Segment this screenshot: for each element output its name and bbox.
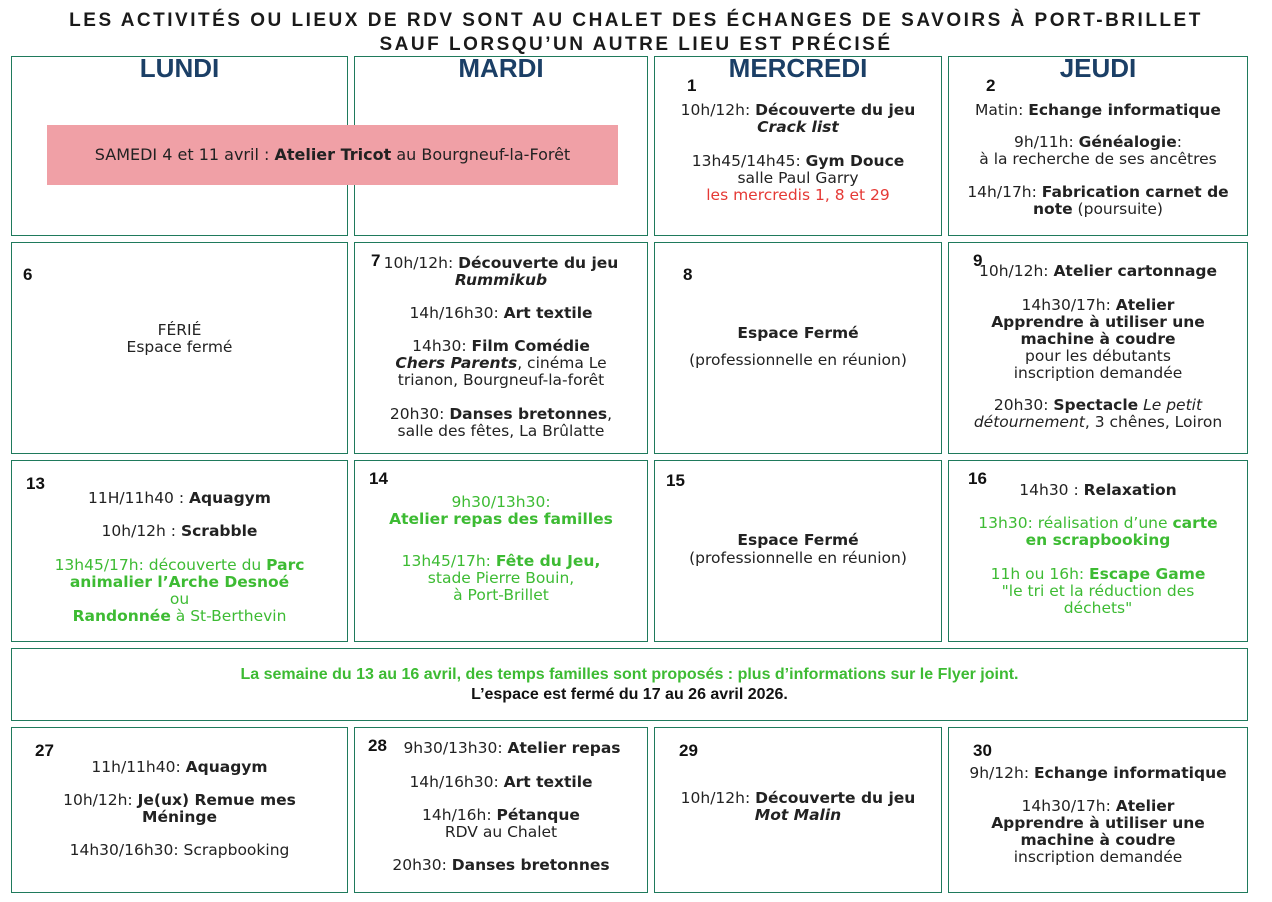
espace-ferme-sub: (professionnelle en réunion) xyxy=(689,549,907,567)
note-closed: L’espace est fermé du 17 au 26 avril 2026. xyxy=(471,686,788,703)
activity-informatique: 9h/12h: Echange informatique xyxy=(969,764,1227,782)
info-note xyxy=(11,648,1248,721)
day-header-monday: LUNDI xyxy=(139,53,220,83)
activity-scrabble: 10h/12h : Scrabble xyxy=(101,522,258,540)
espace-ferme-sub: (professionnelle en réunion) xyxy=(689,351,907,369)
activity-cartonnage: 10h/12h: Atelier cartonnage xyxy=(978,262,1218,280)
cell-w3-wednesday xyxy=(654,460,942,642)
date-number: 13 xyxy=(26,474,45,493)
date-number: 16 xyxy=(968,469,987,488)
activity-petanque: 14h/16h: Pétanque RDV au Chalet xyxy=(422,806,580,841)
cell-w4-monday xyxy=(11,727,348,893)
date-number: 2 xyxy=(986,76,996,95)
activity-film: 14h30: Film Comédie Chers Parents, cinéma Le trianon, Bourgneuf-la-forêt xyxy=(395,337,607,389)
ferie-text: FÉRIÉ Espace fermé xyxy=(126,321,233,356)
date-number: 27 xyxy=(35,741,54,760)
cell-w2-tuesday xyxy=(354,242,648,454)
activity-rummikub: 10h/12h: Découverte du jeu Rummikub xyxy=(383,254,619,289)
cell-w1-wednesday xyxy=(654,53,942,236)
cell-w1-thursday xyxy=(948,53,1248,236)
espace-ferme-title: Espace Fermé xyxy=(737,531,859,549)
espace-ferme-title: Espace Fermé xyxy=(737,324,859,342)
date-number: 30 xyxy=(973,741,992,760)
header-line-1: LES ACTIVITÉS OU LIEUX DE RDV SONT AU CHALET DES ÉCHANGES DE SAVOIRS À PORT-BRILLET xyxy=(69,10,1203,31)
date-number: 29 xyxy=(679,741,698,760)
activity-fete-du-jeu: 13h45/17h: Fête du Jeu, stade Pierre Bouin, à Port-Brillet xyxy=(401,552,601,604)
date-number: 28 xyxy=(368,736,387,755)
header-line-2: SAUF LORSQU’UN AUTRE LIEU EST PRÉCISÉ xyxy=(379,34,893,55)
date-number: 7 xyxy=(371,251,381,270)
activity-aquagym: 11h/11h40: Aquagym xyxy=(91,758,268,776)
activity-genealogie: 9h/11h: Généalogie: à la recherche de ses ancêtres xyxy=(979,133,1217,168)
activity-danses: 20h30: Danses bretonnes, salle des fêtes, La Brûlatte xyxy=(389,405,613,440)
activity-mot-malin: 10h/12h: Découverte du jeu Mot Malin xyxy=(680,789,916,824)
cell-w4-wednesday xyxy=(654,727,942,893)
activity-art-textile: 14h/16h30: Art textile xyxy=(409,304,593,322)
day-header-tuesday: MARDI xyxy=(458,53,544,83)
cell-w3-thursday xyxy=(948,460,1248,642)
activity-gym: 13h45/14h45: Gym Douce salle Paul Garry les mercredis 1, 8 et 29 xyxy=(691,152,905,204)
cell-w2-monday xyxy=(11,242,348,454)
activity-art-textile: 14h/16h30: Art textile xyxy=(409,773,593,791)
activity-couture: 14h30/17h: Atelier Apprendre à utiliser une machine à coudre pour les débutants inscription demandée xyxy=(991,296,1205,382)
cell-w4-thursday xyxy=(948,727,1248,893)
day-header-thursday: JEUDI xyxy=(1059,53,1137,83)
activity-carnet: 14h/17h: Fabrication carnet de note (poursuite) xyxy=(967,183,1229,218)
activity-repas-familles: 9h30/13h30: Atelier repas des familles xyxy=(389,493,613,528)
cell-w2-wednesday xyxy=(654,242,942,454)
saturday-banner: SAMEDI 4 et 11 avril : Atelier Tricot au Bourgneuf-la-Forêt xyxy=(47,125,618,185)
date-number: 1 xyxy=(687,76,697,95)
date-number: 8 xyxy=(683,265,693,284)
date-number: 9 xyxy=(973,251,983,270)
day-header-wednesday: MERCREDI xyxy=(728,53,868,83)
activity-meninge: 10h/12h: Je(ux) Remue mes Méninge xyxy=(63,791,296,826)
activity-scrapbooking: 14h30/16h30: Scrapbooking xyxy=(69,841,290,859)
activity-scrapbooking: 13h30: réalisation d’une carte en scrapbooking xyxy=(978,514,1218,549)
activity-danses: 20h30: Danses bretonnes xyxy=(392,856,610,874)
date-number: 15 xyxy=(666,471,685,490)
cell-w3-monday xyxy=(11,460,348,642)
activity-aquagym: 11H/11h40 : Aquagym xyxy=(88,489,271,507)
activity-relaxation: 14h30 : Relaxation xyxy=(1019,481,1177,499)
activity-repas: 9h30/13h30: Atelier repas xyxy=(403,739,621,757)
note-families: La semaine du 13 au 16 avril, des temps familles sont proposés : plus d’informations sur le Flyer joint. xyxy=(240,666,1019,683)
activity-spectacle: 20h30: Spectacle Le petit détournement, 3 chênes, Loiron xyxy=(973,396,1223,431)
cell-w2-thursday xyxy=(948,242,1248,454)
cell-w3-tuesday xyxy=(354,460,648,642)
cell-w4-tuesday xyxy=(354,727,648,893)
activity-informatique: Matin: Echange informatique xyxy=(975,101,1221,119)
activity-couture: 14h30/17h: Atelier Apprendre à utiliser une machine à coudre inscription demandée xyxy=(991,797,1205,866)
activity-game: 10h/12h: Découverte du jeu Crack list xyxy=(680,101,916,136)
activity-parc: 13h45/17h: découverte du Parc animalier l’Arche Desnoé ou Randonnée à St-Berthevin xyxy=(54,556,305,625)
activity-escape-game: 11h ou 16h: Escape Game "le tri et la réduction des déchets" xyxy=(990,565,1206,617)
date-number: 14 xyxy=(369,469,388,488)
date-number: 6 xyxy=(23,265,33,284)
